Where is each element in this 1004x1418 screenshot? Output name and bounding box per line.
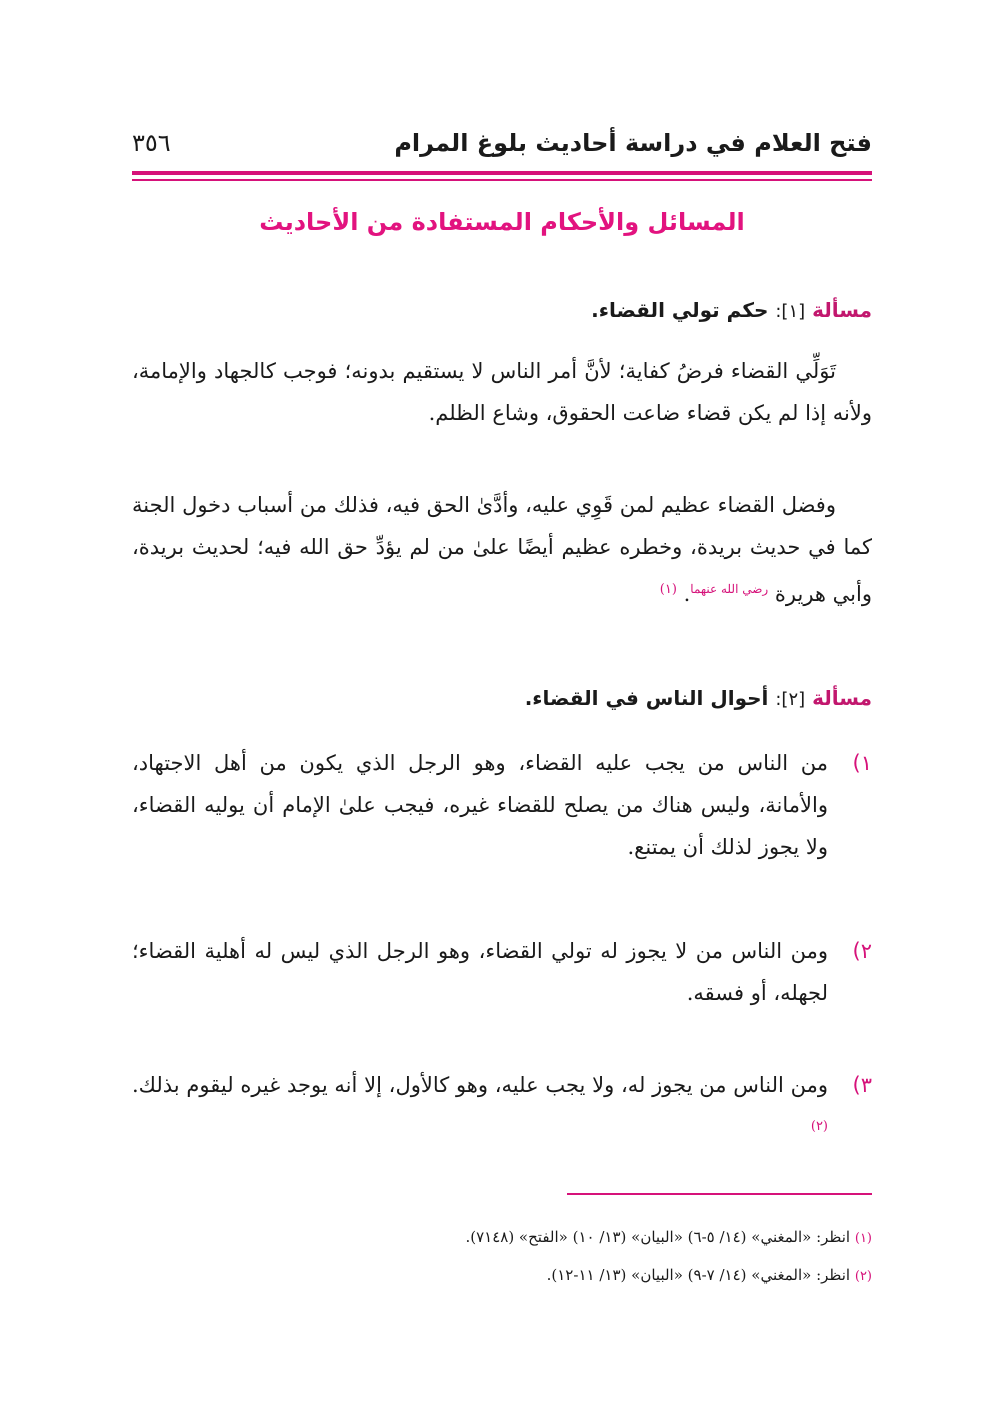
issue-title: حكم تولي القضاء. — [591, 298, 769, 322]
list-item-text — [132, 1064, 828, 1152]
list-marker: ٢) — [852, 939, 872, 963]
issue-title: أحوال الناس في القضاء. — [524, 686, 769, 710]
issue-label: مسألة — [812, 686, 872, 710]
footnote-separator — [567, 1193, 872, 1195]
issue-1-heading — [132, 298, 872, 322]
issue-number: [٢]: — [775, 689, 806, 710]
book-title: فتح العلام في دراسة أحاديث بلوغ المرام — [394, 129, 872, 157]
section-title: المسائل والأحكام المستفادة من الأحاديث — [259, 208, 745, 236]
issue-number: [١]: — [775, 301, 806, 322]
header-rule-thin — [132, 179, 872, 181]
list-item — [132, 1064, 872, 1152]
paragraph-1: تَوَلِّي القضاء فرضُ كفاية؛ لأنَّ أمر الناس لا يستقيم بدونه؛ فوجب كالجهاد والإمامة، ولأنه إذا لم يكن قضاء ضاعت الحقوق، وشاع الظلم. — [132, 359, 872, 425]
footnote-1 — [132, 1226, 872, 1250]
page-number: ٣٥٦ — [132, 129, 171, 157]
paragraph-2 — [132, 484, 872, 615]
footnote-2 — [132, 1264, 872, 1288]
list-item — [132, 930, 872, 1014]
list-item-text: من الناس من يجب عليه القضاء، وهو الرجل الذي يكون من أهل الاجتهاد، والأمانة، وليس هناك من يصلح للقضاء غيره، فيجب علىٰ الإمام أن يوليه القضاء، ولا يجوز لذلك أن يمتنع. — [132, 751, 828, 859]
honorific-glyph: رضي الله عنهما — [690, 582, 769, 596]
list-marker: ١) — [852, 751, 872, 775]
list-marker: ٣) — [852, 1073, 872, 1097]
list-item-text: ومن الناس من لا يجوز له تولي القضاء، وهو الرجل الذي ليس له أهلية القضاء؛ لجهله، أو فسقه. — [132, 939, 828, 1005]
list-item-3-text: ومن الناس من يجوز له، ولا يجب عليه، وهو كالأول، إلا أنه يوجد غيره ليقوم بذلك. — [132, 1073, 828, 1097]
paragraph-2-text: وفضل القضاء عظيم لمن قَوِي عليه، وأدَّىٰ الحق فيه، فذلك من أسباب دخول الجنة كما في حديث بريدة، وخطره عظيم أيضًا علىٰ من لم يؤدِّ حق الله فيه؛ لحديث بريدة، وأبي هريرة — [132, 493, 872, 606]
footnote-ref-1[interactable]: (١) — [659, 582, 677, 597]
list-item — [132, 742, 872, 868]
issue-2-heading — [132, 686, 872, 710]
issue-label: مسألة — [812, 298, 872, 322]
running-header — [132, 125, 872, 169]
footnote-ref-2[interactable]: (٢) — [810, 1119, 828, 1134]
footnote-text: انظر: «المغني» (١٤/ ٥-٦) «البيان» (١٣/ ١٠) «الفتح» (٧١٤٨). — [465, 1228, 851, 1246]
footnote-number: (١) — [854, 1231, 872, 1246]
footnote-text: انظر: «المغني» (١٤/ ٧-٩) «البيان» (١٣/ ١١-١٢). — [546, 1266, 851, 1284]
footnote-number: (٢) — [854, 1269, 872, 1284]
paragraph-2-end: . — [683, 582, 691, 606]
header-rule-thick — [132, 171, 872, 175]
